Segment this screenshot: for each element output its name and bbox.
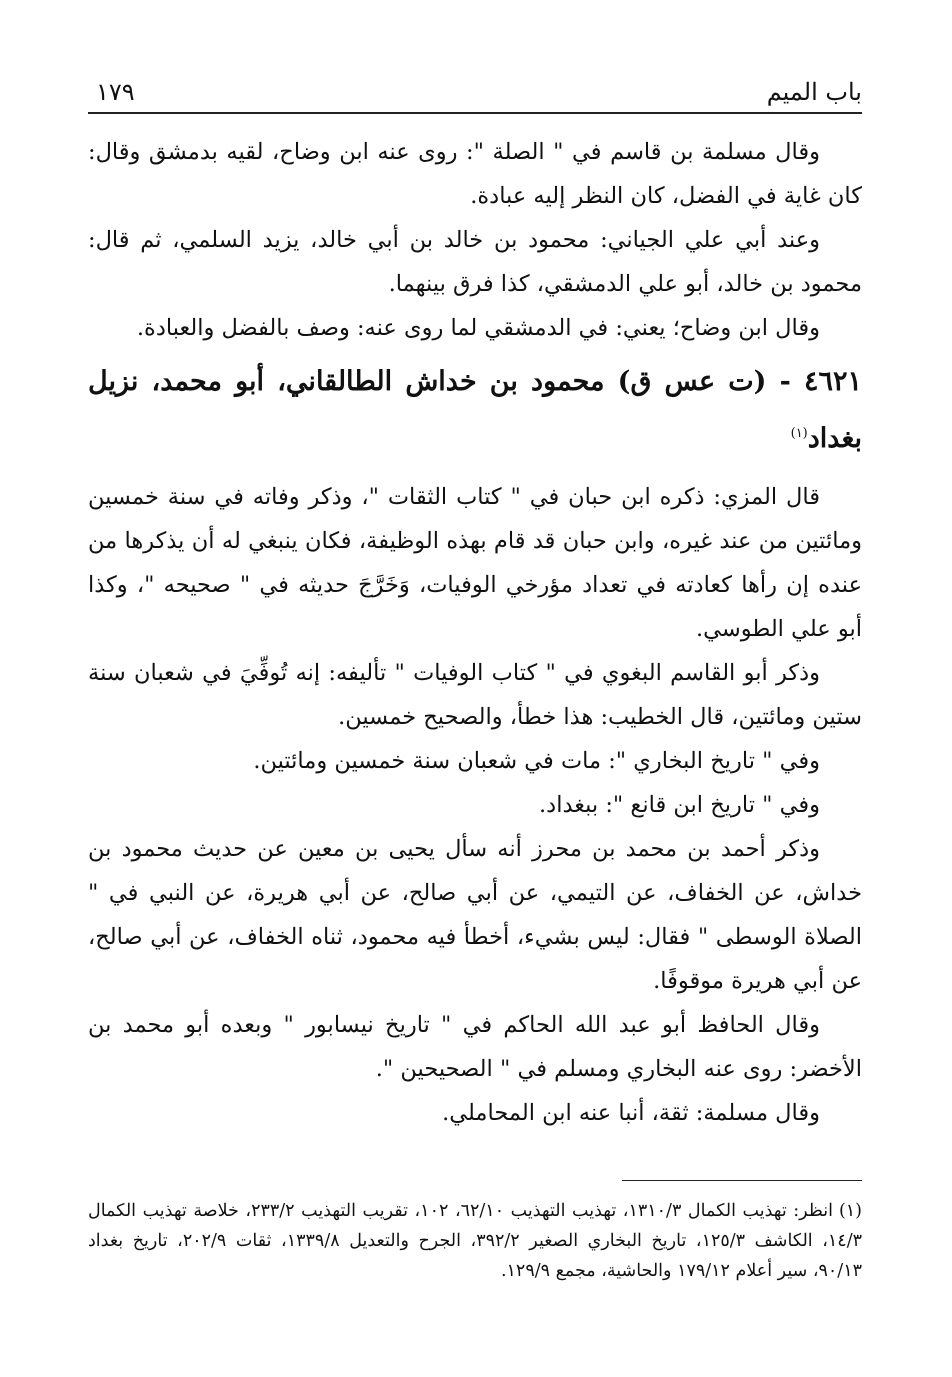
- footnote-reference[interactable]: (١): [790, 426, 808, 441]
- footnote-number: (١): [838, 1201, 862, 1221]
- paragraph: وفي " تاريخ ابن قانع ": ببغداد.: [539, 792, 820, 818]
- paragraph: وذكر أبو القاسم البغوي في " كتاب الوفيات " تأليفه: إنه تُوفِّيَ في شعبان سنة ستين ومائتين، قال الخطيب: هذا خطأ، والصحيح خمسين.: [88, 660, 862, 730]
- main-text: [88, 130, 862, 1135]
- entry-heading-text: ٤٦٢١ - (ت عس ق) محمود بن خداش الطالقاني، أبو محمد، نزيل بغداد: [88, 366, 862, 454]
- page-number: ١٧٩: [96, 78, 135, 106]
- page-header: [88, 72, 862, 114]
- chapter-title: باب الميم: [766, 78, 862, 106]
- paragraph: وذكر أحمد بن محمد بن محرز أنه سأل يحيى بن معين عن حديث محمود بن خداش، عن الخفاف، عن التيمي، عن أبي صالح، عن أبي هريرة، عن النبي في " الصلاة الوسطى " فقال: ليس بشيء، أخطأ فيه محمود، ثناه الخفاف، عن أبي صالح، عن أبي هريرة موقوفًا.: [88, 836, 862, 994]
- entry-heading: [88, 356, 862, 465]
- paragraph: وقال مسلمة: ثقة، أنبا عنه ابن المحاملي.: [442, 1100, 820, 1126]
- paragraph: وقال مسلمة بن قاسم في " الصلة ": روى عنه ابن وضاح، لقيه بدمشق وقال: كان غاية في الفضل، كان النظر إليه عبادة.: [88, 139, 862, 209]
- footnote-text: انظر: تهذيب الكمال ١٣١٠/٣، تهذيب التهذيب ٦٢/١٠، ١٠٢، تقريب التهذيب ٢٣٣/٢، خلاصة تهذيب الكمال ١٤/٣، الكاشف ١٢٥/٣، تاريخ البخاري الصغير ٣٩٢/٢، الجرح والتعديل ١٣٣٩/٨، ثقات ٢٠٢/٩، تاريخ بغداد ٩٠/١٣، سير أعلام ١٧٩/١٢ والحاشية، مجمع ١٢٩/٩.: [88, 1201, 863, 1281]
- paragraph: وعند أبي علي الجياني: محمود بن خالد بن أبي خالد، يزيد السلمي، ثم قال: محمود بن خالد، أبو علي الدمشقي، كذا فرق بينهما.: [88, 227, 862, 297]
- footnote: [88, 1196, 862, 1286]
- paragraph: وقال ابن وضاح؛ يعني: في الدمشقي لما روى عنه: وصف بالفضل والعبادة.: [136, 315, 820, 341]
- footnote-divider: [622, 1180, 862, 1181]
- paragraph: وقال الحافظ أبو عبد الله الحاكم في " تاريخ نيسابور " وبعده أبو محمد بن الأخضر: روى عنه البخاري ومسلم في " الصحيحين ".: [88, 1012, 862, 1082]
- paragraph: قال المزي: ذكره ابن حبان في " كتاب الثقات "، وذكر وفاته في سنة خمسين ومائتين من عند غيره، وابن حبان قد قام بهذه الوظيفة، فكان ينبغي له أن يذكرها من عنده إن رأها كعادته في تعداد مؤرخي الوفيات، وَخَرَّجَ حديثه في " صحيحه "، وكذا أبو علي الطوسي.: [88, 484, 862, 642]
- paragraph: وفي " تاريخ البخاري ": مات في شعبان سنة خمسين ومائتين.: [253, 748, 820, 774]
